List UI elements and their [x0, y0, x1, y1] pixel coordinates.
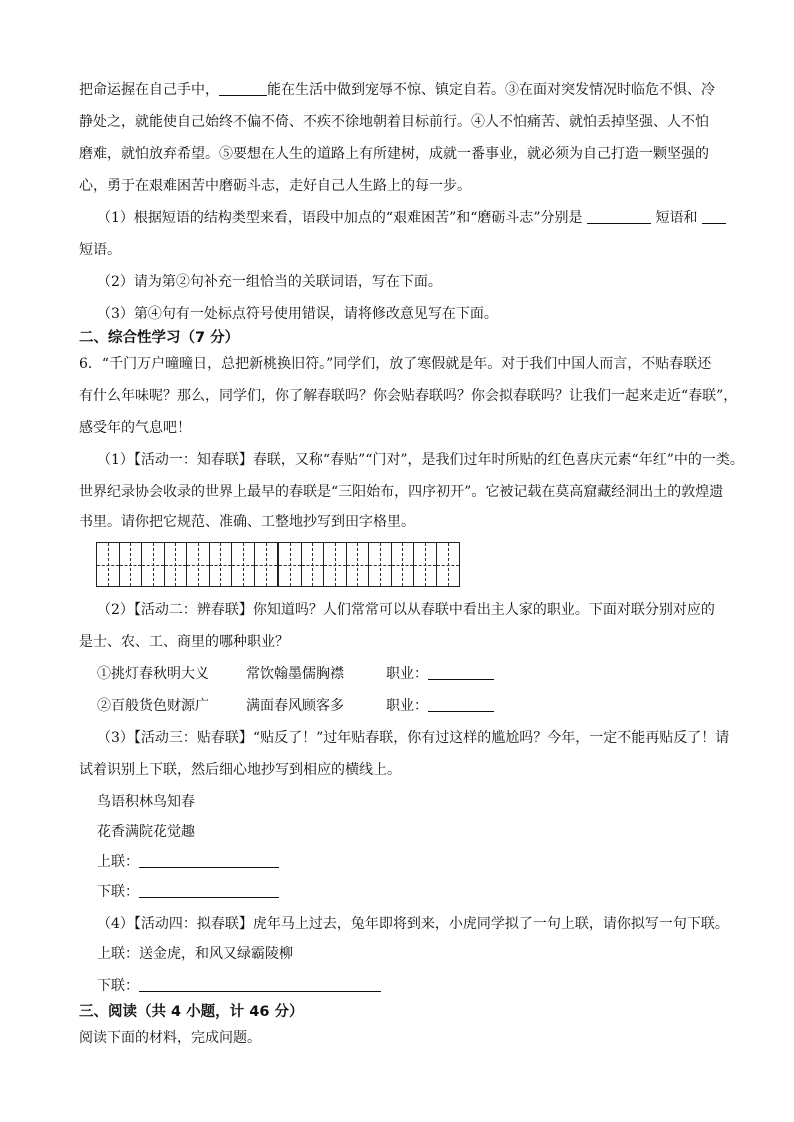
couplet-2-right: 满面春风顾客多: [246, 698, 344, 714]
section-3-intro: 阅读下面的材料，完成问题。: [79, 1030, 261, 1046]
activity-3-line-1: （3）【活动三：贴春联】“贴反了！”过年贴春联，你有过这样的尴尬吗？今年，一定不能再贴反了！请: [97, 730, 730, 746]
q6-intro-line-3: 感受年的气息吧！: [79, 420, 191, 436]
couplet-1-right: 常饮翰墨儒胸襟: [246, 666, 344, 682]
q5-text: 能在生活中做到宠辱不惊、镇定自若。③在面对突发情况时临危不惧、冷: [267, 82, 715, 98]
grid-cell[interactable]: [279, 543, 302, 586]
q6-intro-line-2: 有什么年味呢？那么，同学们，你了解春联吗？你会贴春联吗？你会拟春联吗？让我们一起来走近“春联”，: [79, 388, 738, 404]
grid-cell[interactable]: [187, 543, 210, 586]
job-label: 职业：: [386, 666, 428, 682]
activity-4-line-1: （4）【活动四：拟春联】虎年马上过去，兔年即将到来，小虎同学拟了一句上联，请你拟写一句下联。: [97, 916, 729, 932]
grid-cell[interactable]: [437, 543, 460, 586]
grid-cell[interactable]: [165, 543, 188, 586]
couplet-option-b: 花香满院花觉趣: [97, 824, 195, 840]
grid-cell[interactable]: [255, 543, 278, 586]
q5-sub1-text: （1）根据短语的结构类型来看，语段中加点的“艰难困苦”和“磨砺斗志”分别是: [97, 210, 583, 226]
job-answer-2: [386, 696, 494, 716]
q5-paragraph-line-4: 心，勇于在艰难困苦中磨砺斗志，走好自己人生路上的每一步。: [79, 178, 471, 194]
job-label: 职业：: [386, 698, 428, 714]
activity-4-lower: [97, 976, 381, 996]
job-answer-1: [386, 664, 494, 684]
q5-subquestion-1: [97, 208, 726, 228]
q5-subquestion-1-cont: 短语。: [79, 242, 121, 258]
activity-1-line-3: 书里。请你把它规范、准确、工整地抄写到田字格里。: [79, 514, 415, 530]
activity-3-line-2: 试着识别上下联，然后细心地抄写到相应的横线上。: [79, 762, 401, 778]
activity-1-line-2: 世界纪录协会收录的世界上最早的春联是“三阳始布，四序初开”。它被记载在莫高窟藏经洞出土的敦煌遗: [79, 484, 724, 500]
section-3-title: 三、阅读（共 4 小题，计 46 分）: [79, 1004, 304, 1020]
q5-text: 把命运握在自己手中，: [79, 82, 219, 98]
job-blank[interactable]: [428, 697, 494, 712]
upper-label: 上联：: [97, 854, 139, 870]
q5-paragraph-line-2: 静处之，就能使自己始终不偏不倚、不疾不徐地朝着目标前行。④人不怕痛苦、就怕丢掉坚强、人不怕: [79, 114, 709, 130]
activity-2-line-2: 是士、农、工、商里的哪种职业？: [79, 634, 289, 650]
grid-cell[interactable]: [142, 543, 165, 586]
section-2-title: 二、综合性学习（7 分）: [79, 330, 240, 346]
activity-2-line-1: （2）【活动二：辨春联】你知道吗？人们常常可以从春联中看出主人家的职业。下面对联分别对应的: [97, 602, 715, 618]
lower-label: 下联：: [97, 884, 139, 900]
grid-cell[interactable]: [120, 543, 143, 586]
q5-sub1-text: 短语和: [655, 210, 698, 226]
lower-blank[interactable]: [139, 977, 381, 992]
q5-paragraph-line-3: 磨难，就怕放弃希望。⑤要想在人生的道路上有所建树，成就一番事业，就必须为自己打造一颗坚强的: [79, 146, 709, 162]
answer-blank[interactable]: [587, 209, 651, 224]
grid-cell[interactable]: [97, 543, 120, 586]
grid-cell[interactable]: [347, 543, 370, 586]
lower-label: 下联：: [97, 978, 139, 994]
grid-cell[interactable]: [414, 543, 437, 586]
grid-cell[interactable]: [302, 543, 325, 586]
answer-blank[interactable]: [702, 209, 726, 224]
upper-couplet-answer: [97, 852, 279, 872]
lower-blank[interactable]: [139, 883, 279, 898]
answer-blank[interactable]: [219, 81, 267, 96]
grid-cell[interactable]: [232, 543, 255, 586]
q5-subquestion-2: （2）请为第②句补充一组恰当的关联词语，写在下面。: [97, 274, 442, 290]
grid-cell[interactable]: [392, 543, 415, 586]
tianzi-grid-left[interactable]: [96, 542, 278, 587]
activity-4-upper: 上联：送金虎，和风又绿霸陵柳: [97, 946, 293, 962]
activity-1-line-1: （1）【活动一：知春联】春联，又称“春贴”“门对”，是我们过年时所贴的红色喜庆元素“年红”中的一类。: [97, 452, 744, 468]
grid-cell[interactable]: [324, 543, 347, 586]
couplet-option-a: 鸟语积林鸟知春: [97, 794, 195, 810]
couplet-1-left: ①挑灯春秋明大义: [97, 666, 209, 682]
lower-couplet-answer: [97, 882, 279, 902]
tianzi-grid-right[interactable]: [278, 542, 460, 587]
job-blank[interactable]: [428, 665, 494, 680]
couplet-2-left: ②百般货色财源广: [97, 698, 209, 714]
upper-blank[interactable]: [139, 853, 279, 868]
q5-subquestion-3: （3）第④句有一处标点符号使用错误，请将修改意见写在下面。: [97, 306, 498, 322]
q6-intro-line-1: 6．“千门万户曈曈日，总把新桃换旧符。”同学们，放了寒假就是年。对于我们中国人而言，不贴春联还: [79, 356, 712, 372]
q5-paragraph-line-1: [79, 80, 715, 100]
grid-cell[interactable]: [210, 543, 233, 586]
grid-cell[interactable]: [369, 543, 392, 586]
